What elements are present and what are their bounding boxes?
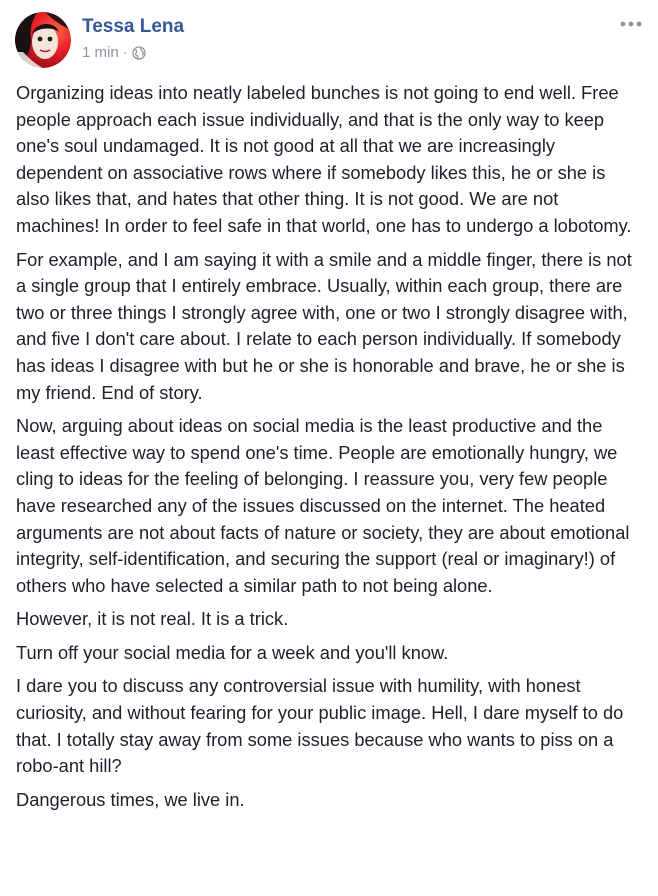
avatar-image: [15, 12, 71, 68]
post-paragraph: Now, arguing about ideas on social media is the least productive and the least effective way to spend one's time. People are emotionally hungry, we cling to ideas for the feeling of belonging. I reassure you, very few people have researched any of the issues discussed on the internet. The heated arguments are not about facts of nature or society, they are about emotional integrity, self-identification, and securing the support (real or imaginary!) of others who have selected a similar path to not being alone.: [16, 415, 630, 596]
post-paragraph: However, it is not real. It is a trick.: [16, 608, 289, 630]
meta-separator: ·: [122, 44, 128, 61]
post-paragraph: Dangerous times, we live in.: [16, 788, 245, 810]
post-header: [12, 10, 646, 70]
post-paragraph: Organizing ideas into neatly labeled bunches is not going to end well. Free people approach each issue individually, and that is the only way to keep one's soul undamaged. It is not good at all that we are increasingly dependent on associative rows where if somebody likes this, he or she is also likes that, and hates that other thing. It is not good. We are not machines! In order to feel safe in that world, one has to undergo a lobotomy.: [16, 82, 632, 236]
avatar[interactable]: [15, 12, 71, 68]
post-timestamp[interactable]: 1 min: [82, 44, 119, 61]
post-paragraph: I dare you to discuss any controversial issue with humility, with honest curiosity, and without fearing for your public image. Hell, I dare myself to do that. I totally stay away from some issues because who wants to piss on a robo-ant hill?: [16, 675, 624, 777]
post-text: [16, 80, 642, 820]
post-paragraph: For example, and I am saying it with a smile and a middle finger, there is not a single group that I entirely embrace. Usually, within each group, there are two or three things I strongly agree with, one or two I strongly disagree with, and five I don't care about. I relate to each person individually. If somebody has ideas I disagree with but he or she is honorable and brave, he or she is my friend. End of story.: [16, 248, 632, 403]
post-paragraph: Turn off your social media for a week and you'll know.: [16, 641, 449, 663]
more-options-icon[interactable]: [618, 16, 646, 32]
post-meta: [82, 44, 146, 61]
globe-icon[interactable]: [132, 46, 146, 60]
author-name[interactable]: Tessa Lena: [82, 16, 185, 37]
